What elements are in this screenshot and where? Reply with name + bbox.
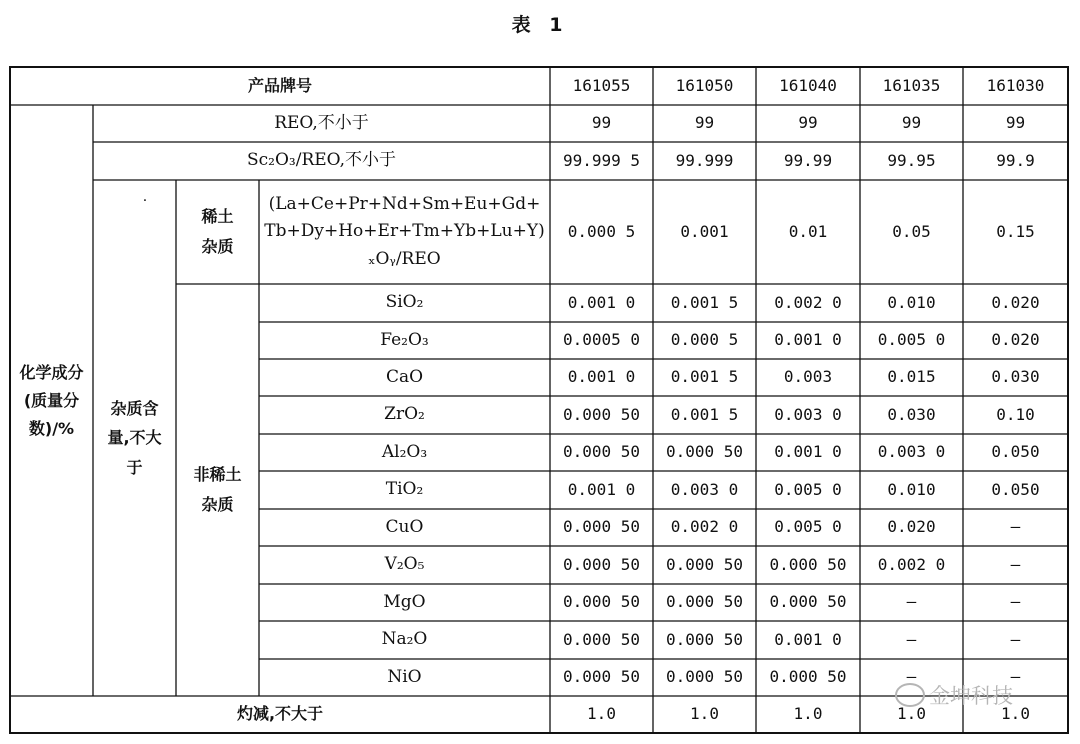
grade-2: 161050 (675, 75, 734, 95)
grade-3: 161040 (779, 75, 837, 95)
value-cell: 0.000 50 (562, 554, 641, 574)
grade-5: 161030 (986, 75, 1045, 95)
value-cell: 99.999 (675, 150, 734, 170)
value-cell: 1.0 (897, 704, 926, 724)
value-cell: 0.000 50 (562, 629, 641, 649)
value-cell: 0.001 0 (774, 442, 842, 462)
value-cell: 0.020 (991, 330, 1040, 350)
value-cell: 0.005 0 (774, 479, 842, 499)
value-cell: 0.000 50 (562, 442, 641, 462)
row-name-sio2: SiO₂ (385, 292, 424, 313)
value-cell: 0.000 50 (665, 629, 744, 649)
row-name-na2o: Na₂O (381, 629, 428, 650)
value-cell: — (1010, 667, 1021, 687)
row-name-mgo: MgO (383, 591, 426, 612)
value-cell: 0.001 5 (670, 367, 739, 387)
value-cell: 0.001 (680, 221, 729, 241)
value-cell: 99.999 5 (562, 150, 641, 170)
watermark (895, 680, 1013, 710)
value-cell: 0.010 (887, 479, 936, 499)
value-cell: 0.020 (991, 292, 1040, 312)
value-cell: 0.005 0 (774, 517, 842, 537)
row-name-fe2o3: Fe₂O₃ (380, 329, 429, 350)
value-cell: 0.000 5 (567, 221, 636, 241)
value-cell: 0.000 50 (769, 667, 847, 687)
grade-4: 161035 (882, 75, 941, 95)
value-cell: 0.001 0 (774, 330, 842, 350)
row-name-cao: CaO (385, 366, 424, 387)
value-cell: 99 (798, 113, 818, 133)
value-cell: 0.000 50 (665, 667, 744, 687)
value-cell: 0.003 0 (774, 404, 842, 424)
value-cell: — (1010, 592, 1021, 612)
value-cell: 0.002 0 (670, 517, 739, 537)
row-name-tio2: TiO₂ (385, 479, 424, 500)
watermark-text: 金坤科技 (929, 684, 1013, 708)
value-cell: 0.000 50 (665, 554, 744, 574)
wechat-icon (895, 683, 925, 707)
value-cell: 0.10 (996, 404, 1035, 424)
value-cell: 0.15 (996, 221, 1035, 241)
value-cell: 0.050 (991, 442, 1040, 462)
row-name-reo: REO,不小于 (274, 112, 369, 133)
value-cell: 0.015 (887, 367, 936, 387)
value-cell: 0.050 (991, 479, 1040, 499)
row-name-zro2: ZrO₂ (384, 404, 425, 425)
value-cell: — (906, 592, 917, 612)
value-cell: 0.0005 0 (562, 330, 641, 350)
value-cell: 99.99 (783, 150, 833, 170)
row-name-sc2o3-reo: Sc₂O₃/REO,不小于 (246, 150, 396, 171)
value-cell: 0.001 0 (567, 292, 636, 312)
value-cell: 0.01 (788, 221, 828, 241)
value-cell: — (906, 629, 917, 649)
non-re-impurity-label: 非稀土杂质 (193, 465, 242, 514)
value-cell: 0.020 (887, 517, 936, 537)
value-cell: 0.000 50 (665, 442, 744, 462)
row-name-cuo: CuO (385, 516, 424, 537)
value-cell: — (906, 667, 917, 687)
value-cell: 0.001 0 (567, 479, 636, 499)
value-cell: 0.001 5 (670, 404, 739, 424)
value-cell: 0.000 50 (562, 517, 641, 537)
value-cell: — (1010, 517, 1021, 537)
value-cell: 99 (591, 113, 612, 133)
row-name-al2o3: Al₂O₃ (381, 441, 428, 462)
value-cell: 0.002 0 (877, 554, 946, 574)
value-cell: 0.002 0 (774, 292, 842, 312)
impurity-content-label: 杂质含量,不大于 (107, 398, 162, 477)
value-cell: 0.030 (991, 367, 1040, 387)
value-cell: — (1010, 554, 1021, 574)
value-cell: 1.0 (793, 704, 823, 724)
value-cell: 99 (901, 113, 922, 133)
value-cell: 99 (1005, 113, 1026, 133)
re-impurity-label: 稀土杂质 (201, 207, 234, 256)
value-cell: 0.001 0 (774, 629, 842, 649)
value-cell: 1.0 (690, 704, 719, 724)
value-cell: 0.003 (783, 367, 833, 387)
value-cell: 0.05 (892, 221, 931, 241)
row-name-ignition-loss: 灼减,不大于 (236, 704, 324, 724)
value-cell: 0.000 50 (665, 592, 744, 612)
value-cell: 0.000 50 (562, 667, 641, 687)
value-cell: 0.000 50 (769, 554, 847, 574)
value-cell: 0.003 0 (670, 479, 739, 499)
row-name-nio: NiO (387, 666, 422, 687)
value-cell: 0.001 0 (567, 367, 636, 387)
table-title: 表 1 (511, 14, 569, 36)
value-cell: — (1010, 629, 1021, 649)
chem-composition-label: 化学成分(质量分数)/% (19, 362, 84, 438)
value-cell: 99.95 (887, 150, 936, 170)
value-cell: 0.000 50 (562, 404, 641, 424)
row-name-v2o5: V₂O₅ (384, 554, 425, 575)
value-cell: 0.030 (887, 404, 936, 424)
dot-mark: · (142, 193, 148, 210)
value-cell: 1.0 (1001, 704, 1030, 724)
value-cell: 0.005 0 (877, 330, 946, 350)
header-product-grade: 产品牌号 (247, 75, 312, 95)
value-cell: 0.010 (887, 292, 936, 312)
value-cell: 99.9 (996, 150, 1035, 170)
value-cell: 0.000 50 (562, 592, 641, 612)
value-cell: 0.000 5 (670, 330, 739, 350)
value-cell: 0.003 0 (877, 442, 946, 462)
grade-1: 161055 (572, 75, 631, 95)
value-cell: 99 (694, 113, 715, 133)
row-name-re-oxides: (La+Ce+Pr+Nd+Sm+Eu+Gd+Tb+Dy+Ho+Er+Tm+Yb+Lu+Y)ₓOᵧ/REO (264, 194, 545, 269)
value-cell: 0.000 50 (769, 592, 847, 612)
value-cell: 0.001 5 (670, 292, 739, 312)
value-cell: 1.0 (587, 704, 616, 724)
